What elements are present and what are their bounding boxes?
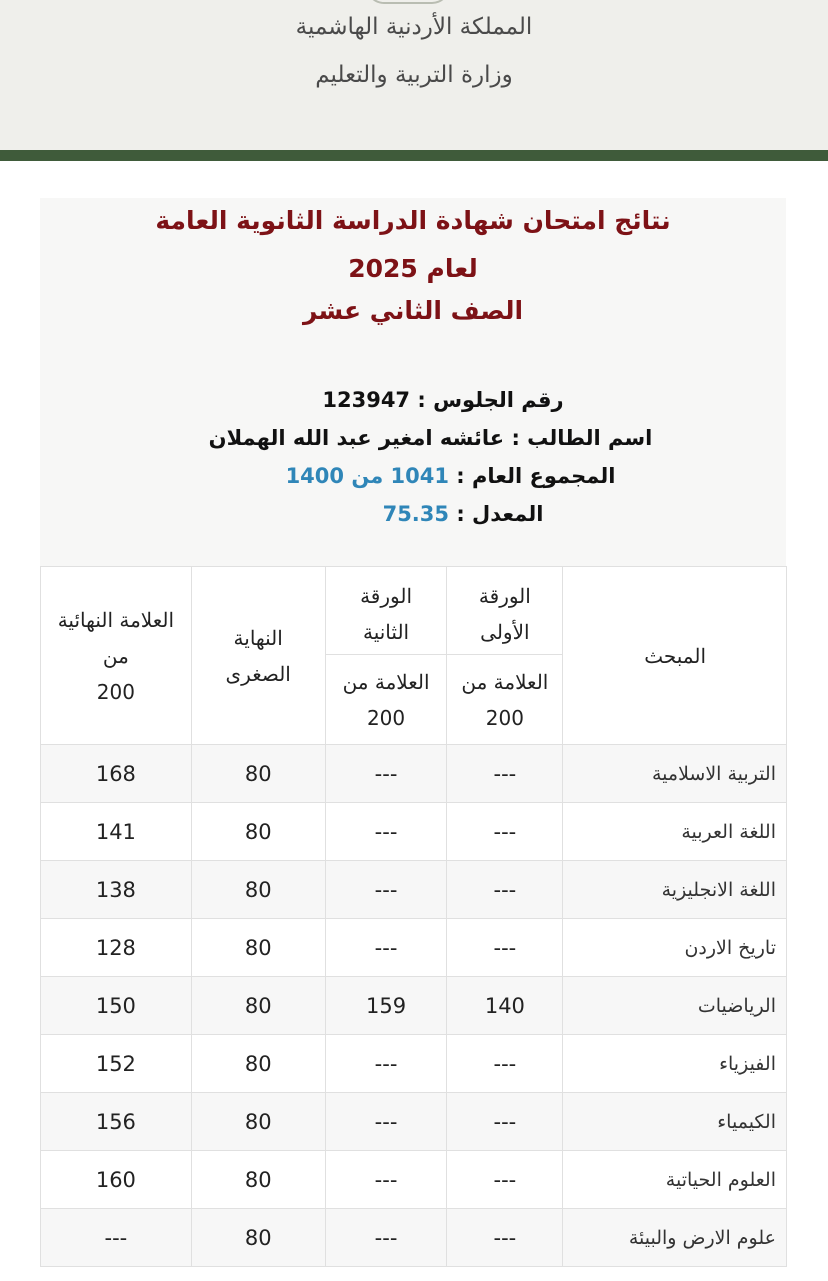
paper1-cell: --- — [447, 919, 563, 977]
final-mark-cell: 138 — [41, 861, 192, 919]
subject-cell: علوم الارض والبيئة — [563, 1209, 787, 1267]
min-mark-cell: 80 — [191, 977, 325, 1035]
min-mark-cell: 80 — [191, 803, 325, 861]
paper1-cell: --- — [447, 803, 563, 861]
header-paper2-sub — [325, 655, 447, 745]
header-paper1: الورقة الأولى — [447, 567, 563, 655]
header-paper2-max: 200 — [366, 705, 406, 730]
kingdom-name: المملكة الأردنية الهاشمية — [295, 14, 533, 40]
paper2-cell: 159 — [325, 977, 447, 1035]
header-paper1-max: 200 — [485, 705, 524, 730]
results-title: نتائج امتحان شهادة الدراسة الثانوية العامة — [155, 206, 671, 235]
table-row — [41, 1151, 787, 1209]
final-mark-cell: 150 — [41, 977, 192, 1035]
subject-cell: الرياضيات — [563, 977, 787, 1035]
subject-cell: العلوم الحياتية — [563, 1151, 787, 1209]
paper2-cell: --- — [325, 803, 447, 861]
paper2-cell: --- — [325, 919, 447, 977]
header-paper2: الورقة الثانية — [325, 567, 447, 655]
table-row — [41, 1035, 787, 1093]
paper1-cell: --- — [447, 1093, 563, 1151]
total-row — [40, 464, 786, 488]
final-mark-cell: 141 — [41, 803, 192, 861]
header-final-max: 200 — [96, 679, 135, 704]
average-label: المعدل : — [449, 502, 544, 526]
header-divider — [0, 150, 828, 161]
subject-cell: الفيزياء — [563, 1035, 787, 1093]
table-row — [41, 803, 787, 861]
final-mark-cell: --- — [41, 1209, 192, 1267]
header-subject: المبحث — [563, 567, 787, 745]
paper1-cell: --- — [447, 1151, 563, 1209]
header-paper1-sub — [447, 655, 563, 745]
header-paper2-sub-label: العلامة من — [342, 669, 430, 694]
paper1-cell: --- — [447, 1035, 563, 1093]
paper1-cell: --- — [447, 861, 563, 919]
header-final-label: العلامة النهائية من — [57, 607, 175, 668]
subject-cell: الكيمياء — [563, 1093, 787, 1151]
student-name-label: اسم الطالب : — [504, 426, 653, 450]
subject-cell: التربية الاسلامية — [563, 745, 787, 803]
table-row — [41, 919, 787, 977]
table-row — [41, 1209, 787, 1267]
paper2-cell: --- — [325, 1209, 447, 1267]
min-mark-cell: 80 — [191, 861, 325, 919]
min-mark-cell: 80 — [191, 1151, 325, 1209]
min-mark-cell: 80 — [191, 1209, 325, 1267]
header-final-mark — [41, 567, 192, 745]
total-label: المجموع العام : — [449, 464, 616, 488]
final-mark-cell: 128 — [41, 919, 192, 977]
paper1-cell: --- — [447, 1209, 563, 1267]
grades-table — [40, 566, 787, 1267]
paper2-cell: --- — [325, 1093, 447, 1151]
grades-table-body — [41, 745, 787, 1267]
subject-cell: تاريخ الاردن — [563, 919, 787, 977]
table-row — [41, 861, 787, 919]
min-mark-cell: 80 — [191, 745, 325, 803]
paper2-cell: --- — [325, 861, 447, 919]
emblem-arc — [366, 0, 450, 4]
min-mark-cell: 80 — [191, 1093, 325, 1151]
student-name-row — [40, 426, 786, 450]
subject-cell: اللغة العربية — [563, 803, 787, 861]
seat-number-label: رقم الجلوس : — [410, 388, 564, 412]
seat-number-value: 123947 — [322, 388, 411, 412]
min-mark-cell: 80 — [191, 1035, 325, 1093]
average-row — [40, 502, 786, 526]
min-mark-cell: 80 — [191, 919, 325, 977]
final-mark-cell: 156 — [41, 1093, 192, 1151]
results-year: لعام 2025 — [348, 254, 478, 283]
table-row — [41, 745, 787, 803]
paper1-cell: 140 — [447, 977, 563, 1035]
header-paper1-sub-label: العلامة من — [461, 669, 549, 694]
header-min-mark: النهاية الصغرى — [191, 567, 325, 745]
results-grade: الصف الثاني عشر — [302, 296, 524, 325]
final-mark-cell: 152 — [41, 1035, 192, 1093]
final-mark-cell: 160 — [41, 1151, 192, 1209]
paper2-cell: --- — [325, 745, 447, 803]
page-header — [0, 0, 828, 150]
table-row — [41, 977, 787, 1035]
paper2-cell: --- — [325, 1035, 447, 1093]
seat-number-row — [40, 388, 786, 412]
final-mark-cell: 168 — [41, 745, 192, 803]
ministry-name: وزارة التربية والتعليم — [315, 62, 513, 88]
subject-cell: اللغة الانجليزية — [563, 861, 787, 919]
average-value: 75.35 — [382, 502, 450, 526]
paper2-cell: --- — [325, 1151, 447, 1209]
student-name-value: عائشه امغير عبد الله الهملان — [208, 426, 505, 450]
table-row — [41, 1093, 787, 1151]
paper1-cell: --- — [447, 745, 563, 803]
total-value: 1041 من 1400 — [285, 464, 449, 488]
